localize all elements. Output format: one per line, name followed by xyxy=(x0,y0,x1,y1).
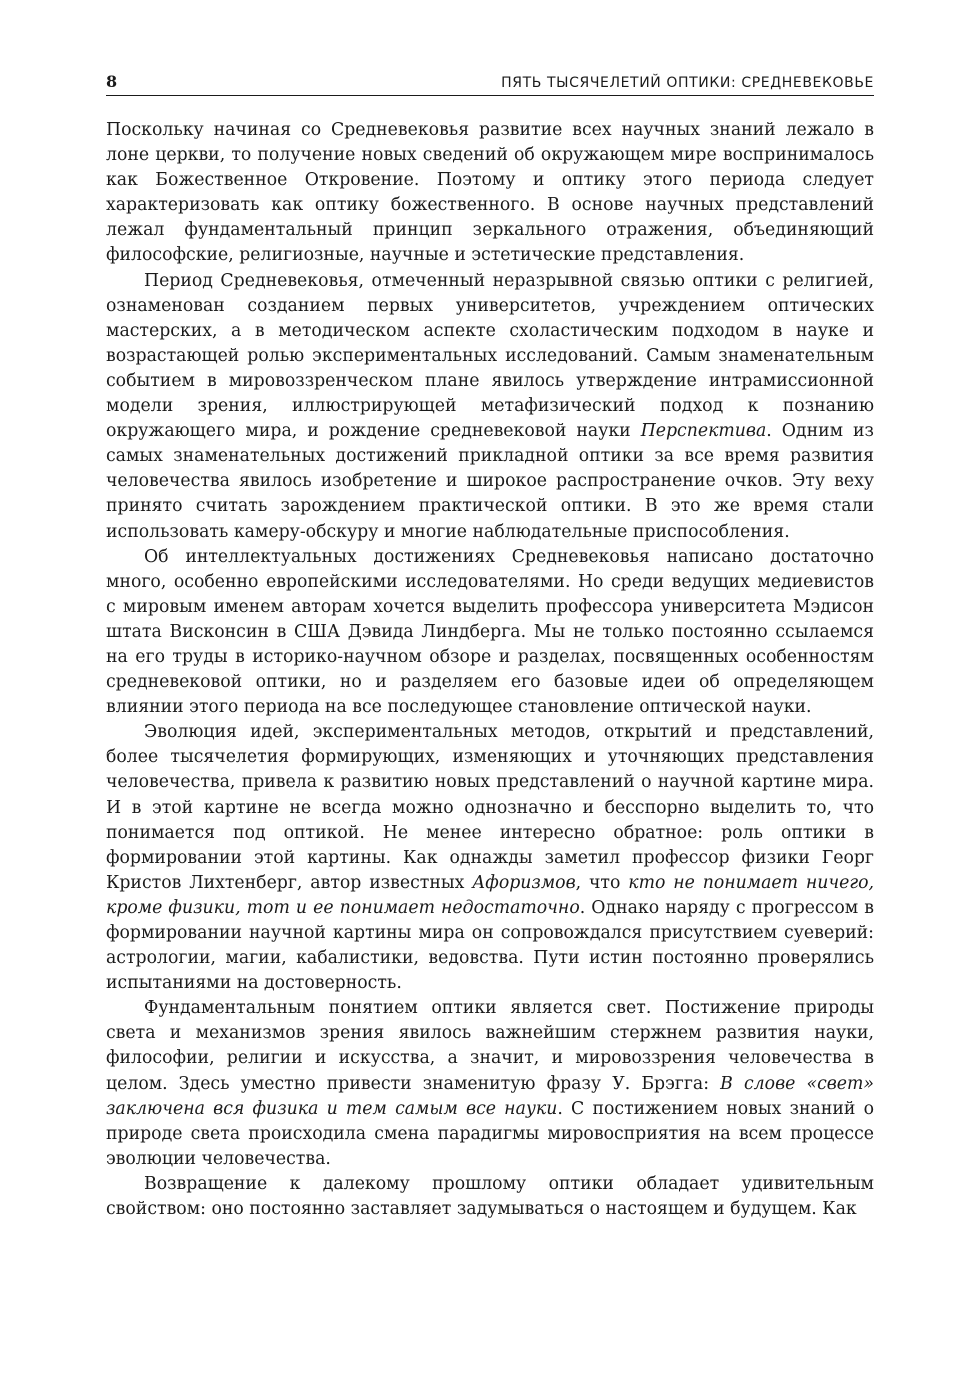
text-run: . Однако наряду с прогрессом в формировании научной картины мира он сопровождался присутствием суеверий: астрологии, магии, кабалистики, ведовства. Пути истин постоянно проверялись испытаниями на достоверность. xyxy=(106,897,874,994)
text-run: Эволюция идей, экспериментальных методов, открытий и представлений, более тысячелетия формирующих, изменяющих и уточняющих представления человечества, привела к развитию новых представлений о научной картине мира. И в этой картине не всегда можно однозначно и бесспорно выделить то, что понимается под оптикой. Не менее интересно обратное: роль оптики в формировании этой картины. Как однажды заметил профессор физики Георг Кристов Лихтенберг, автор известных xyxy=(106,722,874,893)
italic-title: Афоризмов xyxy=(472,872,576,893)
body-text xyxy=(106,118,874,1222)
paragraph-5 xyxy=(106,996,874,1172)
running-head xyxy=(106,72,874,96)
text-run: Фундаментальным понятием оптики является свет. Постижение природы света и механизмов зрения явилось важнейшим стержнем развития науки, философии, религии и искусства, а значит, и мировоззрения человечества в целом. Здесь уместно привести знаменитую фразу У. Брэгга: xyxy=(106,998,874,1094)
paragraph-6 xyxy=(106,1172,874,1222)
italic-quote: В слове «свет» заключена вся физика и тем самым все науки xyxy=(106,1073,874,1119)
text-run: Об интеллектуальных достижениях Средневековья написано достаточно много, особенно европейскими исследователями. Но среди ведущих медиевистов с мировым именем авторам хочется выделить профессора университета Мэдисон штата Висконсин в США Дэвида Линдберга. Мы не только постоянно ссылаемся на его труды в историко-научном обзоре и разделах, посвященных особенностям средневековой оптики, но и разделяем его базовые идеи об определяющем влиянии этого периода на все последующее становление оптической науки. xyxy=(106,546,874,718)
paragraph-4 xyxy=(106,720,874,996)
text-run: Период Средневековья, отмеченный неразрывной связью оптики с религией, ознаменован созданием первых университетов, учреждением оптических мастерских, а в методическом аспекте схоластическим подходом в науке и возрастающей ролью экспериментальных исследований. Самым знаменательным событием в мировоззренческом плане явилось утверждение интрамиссионной модели зрения, иллюстрирующей метафизический подход к познанию окружающего мира, и рождение средневековой науки xyxy=(106,270,874,442)
text-run: . С постижением новых знаний о природе света происходила смена парадигмы мировосприятия на всем процессе эволюции человечества. xyxy=(106,1098,874,1169)
paragraph-1 xyxy=(106,118,874,269)
italic-quote: кто не понимает ничего, кроме физики, тот и ее понимает недостаточно xyxy=(106,872,874,918)
paragraph-3 xyxy=(106,545,874,721)
running-title: ПЯТЬ ТЫСЯЧЕЛЕТИЙ ОПТИКИ: СРЕДНЕВЕКОВЬЕ xyxy=(501,75,874,91)
text-run: . Одним из самых знаменательных достижений прикладной оптики за все время развития человечества явилось изобретение и широкое распространение очков. Эту веху принято считать зарождением практической оптики. В это же время стали использовать камеру-обскуру и многие наблюдательные приспособления. xyxy=(106,421,874,542)
text-run: Поскольку начиная со Средневековья развитие всех научных знаний лежало в лоне церкви, то получение новых сведений об окружающем мире воспринималось как Божественное Откровение. Поэтому и оптику этого периода следует характеризовать как оптику божественного. В основе научных представлений лежал фундаментальный принцип зеркального отражения, объединяющий философские, религиозные, научные и эстетические представления. xyxy=(106,120,874,266)
italic-term: Перспектива xyxy=(640,421,767,442)
paragraph-2 xyxy=(106,269,874,545)
text-run: Возвращение к далекому прошлому оптики обладает удивительным свойством: оно постоянно заставляет задумываться о настоящем и будущем. Как xyxy=(106,1173,874,1220)
book-page xyxy=(106,72,874,1222)
page-number: 8 xyxy=(106,72,118,91)
text-run: , что xyxy=(575,872,629,893)
